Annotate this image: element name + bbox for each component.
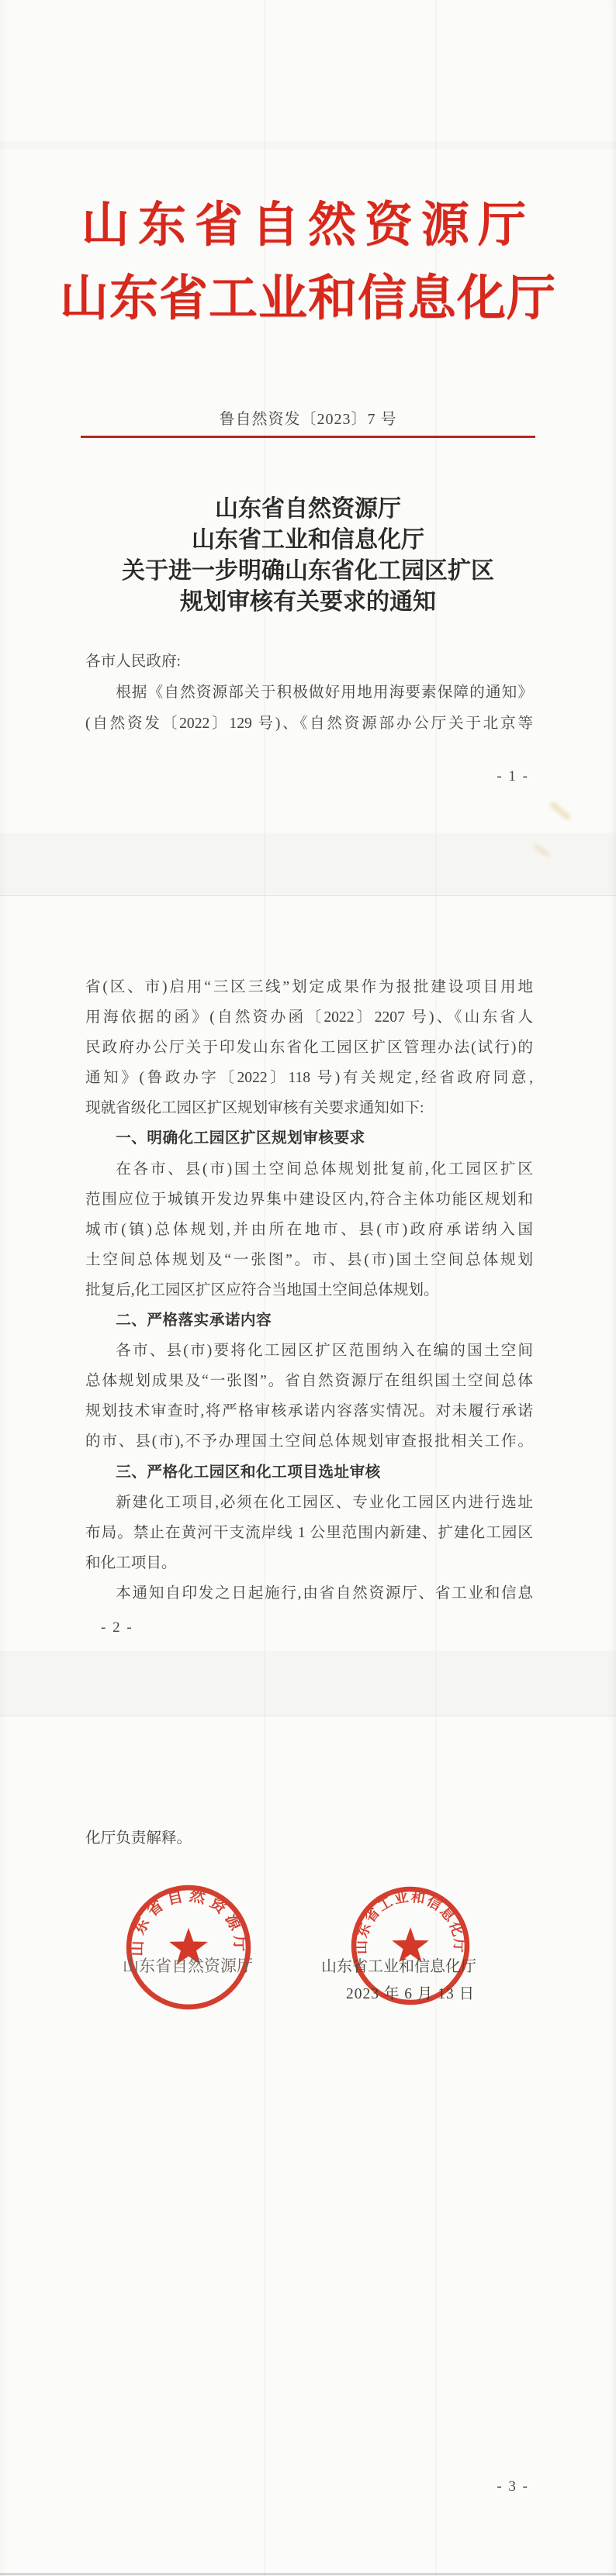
title-line: 山东省自然资源厅 xyxy=(215,496,401,522)
body-line: 根据《自然资源部关于积极做好用地用海要素保障的通知》 xyxy=(116,685,533,701)
body-line: 新建化工项目,必须在化工园区、专业化工园区内进行选址 xyxy=(116,1494,533,1511)
closing-line: 化厅负责解释。 xyxy=(85,1830,192,1847)
body-line: 布局。禁止在黄河干支流岸线 1 公里范围内新建、扩建化工园区 xyxy=(85,1524,533,1541)
page-break-line xyxy=(0,895,616,896)
seal-ring-text: 山东省自然资源厅 xyxy=(128,1887,249,1957)
signature-agency-left: 山东省自然资源厅 xyxy=(123,1957,253,1975)
title-line: 山东省工业和信息化厅 xyxy=(192,527,424,553)
body-line: 省(区、市)启用“三区三线”划定成果作为报批建设项目用地 xyxy=(85,979,533,995)
body-line: 各市、县(市)要将化工园区扩区范围纳入在编的国土空间 xyxy=(116,1343,533,1360)
page-gap xyxy=(0,833,616,895)
section-heading-1: 一、明确化工园区扩区规划审核要求 xyxy=(116,1129,365,1147)
body-line: 规划技术审查时,将严格审核承诺内容落实情况。对未履行承诺 xyxy=(85,1403,533,1420)
letterhead-divider xyxy=(81,436,535,438)
page-number-2: - 2 - xyxy=(101,1619,133,1636)
body-line: 用海依据的函》(自然资办函〔2022〕2207 号)、《山东省人 xyxy=(85,1009,533,1026)
section-heading-3: 三、严格化工园区和化工项目选址审核 xyxy=(116,1463,381,1481)
body-line: 范围应位于城镇开发边界集中建设区内,符合主体功能区规划和 xyxy=(85,1191,533,1208)
body-line: 总体规划成果及“一张图”。省自然资源厅在组织国土空间总体 xyxy=(85,1373,533,1390)
title-line: 关于进一步明确山东省化工园区扩区 xyxy=(122,558,494,584)
scan-band xyxy=(0,141,616,149)
body-line: 民政府办公厅关于印发山东省化工园区扩区管理办法(试行)的 xyxy=(85,1040,533,1057)
page-number-1: - 1 - xyxy=(497,768,529,785)
body-line: 和化工项目。 xyxy=(85,1554,177,1571)
issue-date: 2023 年 6 月 13 日 xyxy=(346,1986,476,2002)
seal-ring-text: 山东省工业和信息化厅 xyxy=(353,1888,468,1955)
letterhead-agency-1: 山东省自然资源厅 xyxy=(81,199,535,252)
page2-body xyxy=(85,972,533,1609)
page-gap xyxy=(0,1651,616,1715)
body-line: 本通知自印发之日起施行,由省自然资源厅、省工业和信息 xyxy=(116,1585,533,1602)
body-line: 土空间总体规划及“一张图”。市、县(市)国土空间总体规划 xyxy=(85,1251,533,1268)
letterhead-agency-2: 山东省工业和信息化厅 xyxy=(60,271,556,326)
body-line: 批复后,化工园区扩区应符合当地国土空间总体规划。 xyxy=(85,1281,439,1298)
document-number: 鲁自然资发〔2023〕7 号 xyxy=(219,411,397,428)
notice-title xyxy=(0,494,616,618)
official-seal-natural-resources xyxy=(123,1882,254,2012)
body-line: 现就省级化工园区扩区规划审核有关要求通知如下: xyxy=(85,1100,424,1117)
page-number-3: - 3 - xyxy=(497,2478,529,2495)
title-line: 规划审核有关要求的通知 xyxy=(180,589,436,615)
section-heading-2: 二、严格落实承诺内容 xyxy=(116,1312,272,1329)
body-line: 的市、县(市),不予办理国土空间总体规划审查报批相关工作。 xyxy=(85,1433,533,1450)
body-line: 在各市、县(市)国土空间总体规划批复前,化工园区扩区 xyxy=(116,1160,533,1178)
body-line: 城市(镇)总体规划,并由所在地市、县(市)政府承诺纳入国 xyxy=(85,1221,533,1238)
signature-agency-right: 山东省工业和信息化厅 xyxy=(321,1958,476,1975)
page1-body xyxy=(85,647,533,740)
scan-smudge xyxy=(549,801,572,822)
scan-bottom-edge xyxy=(0,2573,616,2575)
salutation: 各市人民政府: xyxy=(85,653,182,670)
body-line: (自然资发〔2022〕129 号)、《自然资源部办公厅关于北京等 xyxy=(85,716,533,732)
body-line: 通知》(鲁政办字〔2022〕118 号)有关规定,经省政府同意, xyxy=(85,1070,533,1087)
